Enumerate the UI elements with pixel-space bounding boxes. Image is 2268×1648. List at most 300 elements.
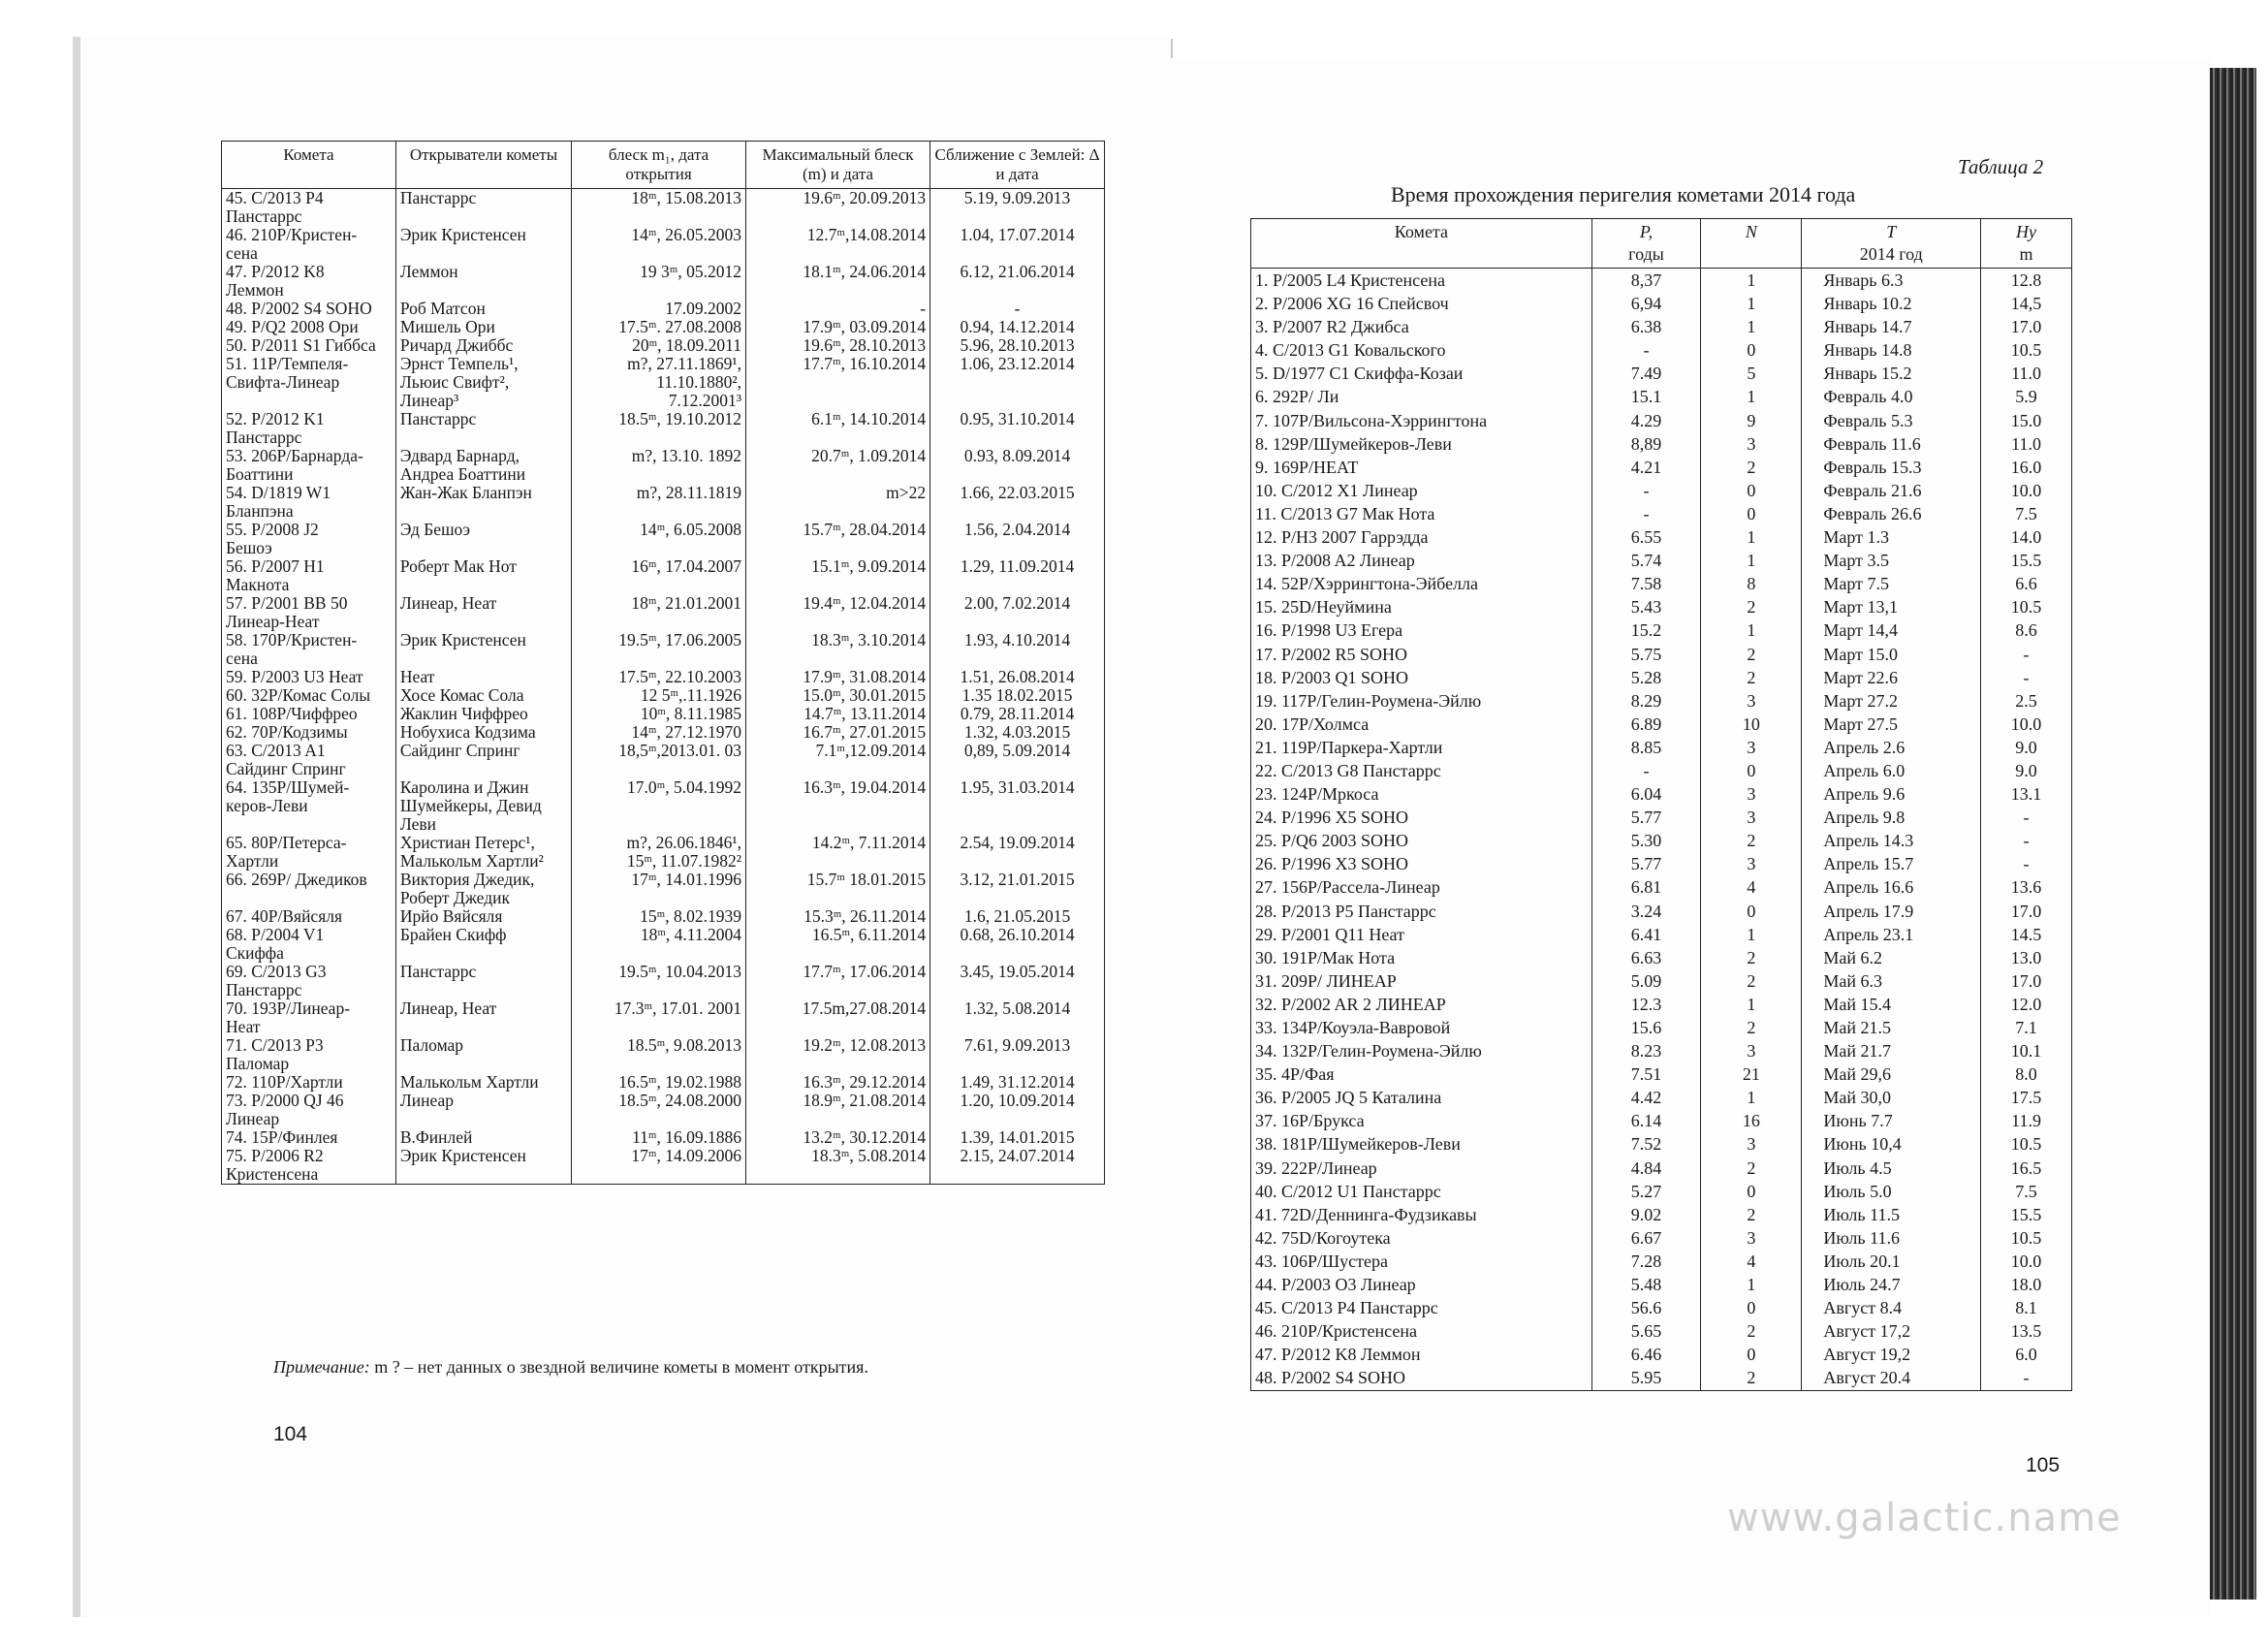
earth-approach: 1.49, 31.12.2014 (930, 1073, 1105, 1092)
earth-approach: 1.32, 4.03.2015 (930, 723, 1105, 742)
discovery-magnitude: 17.0ᵐ, 5.04.1992 (572, 778, 746, 834)
discovery-row (222, 447, 1105, 484)
comet-name: 70. 193P/Линеар- Неат (222, 999, 396, 1036)
comet-name: 14. 52P/Хэррингтона-Эйбелла (1251, 572, 1592, 595)
returns: 1 (1701, 923, 1802, 946)
perihelion-date: Август 19,2 (1802, 1343, 1981, 1366)
discoverers: Сайдинг Спринг (395, 742, 571, 778)
comet-name: 4. C/2013 G1 Ковальского (1251, 338, 1592, 362)
returns: 3 (1701, 806, 1802, 829)
perihelion-date: Март 27.5 (1802, 713, 1981, 736)
comet-name: 29. P/2001 Q11 Неат (1251, 923, 1592, 946)
magnitude-unit: m (2019, 244, 2033, 264)
comet-name: 72. 110P/Хартли (222, 1073, 396, 1092)
perihelion-row (1251, 479, 2072, 502)
period: 5.30 (1591, 829, 1700, 852)
period: 7.52 (1591, 1132, 1700, 1156)
perihelion-date: Август 8.4 (1802, 1296, 1981, 1319)
discovery-magnitude: 15ᵐ, 8.02.1939 (572, 907, 746, 926)
discovery-magnitude: 11ᵐ, 16.09.1886 (572, 1128, 746, 1147)
perihelion-row (1251, 993, 2072, 1016)
period: 8.23 (1591, 1039, 1700, 1062)
perihelion-row (1251, 923, 2072, 946)
discovery-row (222, 594, 1105, 631)
magnitude: 8.1 (1981, 1296, 2072, 1319)
period: 7.49 (1591, 362, 1700, 385)
discovery-row (222, 631, 1105, 668)
perihelion-row (1251, 1250, 2072, 1273)
magnitude: 13.1 (1981, 782, 2072, 806)
comet-name: 46. 210P/Кристенсена (1251, 1319, 1592, 1343)
period: 8.29 (1591, 689, 1700, 713)
comet-name: 65. 80P/Петерса- Хартли (222, 834, 396, 871)
perihelion-date: Февраль 26.6 (1802, 502, 1981, 525)
perihelion-date: Март 1.3 (1802, 525, 1981, 549)
earth-approach: 0.68, 26.10.2014 (930, 926, 1105, 963)
discoverers: В.Финлей (395, 1128, 571, 1147)
perihelion-date: Июль 5.0 (1802, 1180, 1981, 1203)
comet-name: 41. 72D/Деннинга-Фудзикавы (1251, 1203, 1592, 1226)
discovery-magnitude: 17.3ᵐ, 17.01. 2001 (572, 999, 746, 1036)
discovery-magnitude: m?, 28.11.1819 (572, 484, 746, 521)
page-edges (2210, 68, 2256, 1600)
returns: 2 (1701, 595, 1802, 618)
perihelion-row (1251, 852, 2072, 875)
perihelion-date: Февраль 5.3 (1802, 409, 1981, 432)
max-magnitude: 18.1ᵐ, 24.06.2014 (745, 263, 929, 300)
returns: 1 (1701, 1273, 1802, 1296)
discovery-row (222, 557, 1105, 594)
perihelion-date: Май 30,0 (1802, 1086, 1981, 1109)
discovery-row (222, 1128, 1105, 1147)
perihelion-date: Май 6.2 (1802, 946, 1981, 969)
discoverers: Неат (395, 668, 571, 686)
discovery-magnitude: m?, 13.10. 1892 (572, 447, 746, 484)
earth-approach: 1.51, 26.08.2014 (930, 668, 1105, 686)
returns: 2 (1701, 946, 1802, 969)
comet-name: 46. 210P/Кристен- сена (222, 226, 396, 263)
earth-approach: 1.93, 4.10.2014 (930, 631, 1105, 668)
perihelion-date: Апрель 16.6 (1802, 875, 1981, 899)
comet-name: 42. 75D/Когоутека (1251, 1226, 1592, 1250)
discoverers: Эрнст Темпель¹, Льюис Свифт², Линеар³ (395, 355, 571, 410)
magnitude: 5.9 (1981, 385, 2072, 408)
magnitude: 14,5 (1981, 292, 2072, 315)
note-label: Примечание: (273, 1357, 370, 1377)
discoverers: Христиан Петерс¹, Малькольм Хартли² (395, 834, 571, 871)
comet-name: 16. P/1998 U3 Егера (1251, 618, 1592, 642)
max-magnitude: 17.7ᵐ, 16.10.2014 (745, 355, 929, 410)
perihelion-row (1251, 1062, 2072, 1086)
returns: 0 (1701, 338, 1802, 362)
discovery-row (222, 300, 1105, 318)
earth-approach: 1.6, 21.05.2015 (930, 907, 1105, 926)
perihelion-row (1251, 1273, 2072, 1296)
discovery-row (222, 484, 1105, 521)
discovery-magnitude: 14ᵐ, 27.12.1970 (572, 723, 746, 742)
magnitude: 14.0 (1981, 525, 2072, 549)
returns: 8 (1701, 572, 1802, 595)
earth-approach: 3.12, 21.01.2015 (930, 871, 1105, 907)
discoverers: Панстаррс (395, 963, 571, 999)
comet-name: 71. C/2013 P3 Паломар (222, 1036, 396, 1073)
period: 6.63 (1591, 946, 1700, 969)
comet-name: 9. 169P/НЕАТ (1251, 456, 1592, 479)
returns: 3 (1701, 736, 1802, 759)
discoverers: Малькольм Хартли (395, 1073, 571, 1092)
perihelion-table-header (1251, 219, 2072, 269)
perihelion-date: Апрель 9.6 (1802, 782, 1981, 806)
period: 7.51 (1591, 1062, 1700, 1086)
returns: 3 (1701, 1039, 1802, 1062)
discoverers: Панстаррс (395, 189, 571, 227)
comet-name: 12. P/H3 2007 Гаррэдда (1251, 525, 1592, 549)
discovery-magnitude: m?, 26.06.1846¹, 15ᵐ, 11.07.1982² (572, 834, 746, 871)
discovery-row (222, 742, 1105, 778)
comet-name: 8. 129P/Шумейкеров-Леви (1251, 432, 1592, 456)
comet-name: 23. 124P/Мркоса (1251, 782, 1592, 806)
period: 6.46 (1591, 1343, 1700, 1366)
discoverers: Линеар, Неат (395, 594, 571, 631)
magnitude: 10.0 (1981, 1250, 2072, 1273)
perihelion-row (1251, 1366, 2072, 1390)
perihelion-date: Май 21.7 (1802, 1039, 1981, 1062)
period: 4.42 (1591, 1086, 1700, 1109)
max-magnitude: 15.1ᵐ, 9.09.2014 (745, 557, 929, 594)
magnitude: 9.0 (1981, 736, 2072, 759)
period: 15.2 (1591, 618, 1700, 642)
perihelion-row (1251, 1109, 2072, 1132)
perihelion-date: Март 15.0 (1802, 643, 1981, 666)
perihelion-date: Январь 14.7 (1802, 315, 1981, 338)
perihelion-row (1251, 689, 2072, 713)
discovery-row (222, 926, 1105, 963)
perihelion-row (1251, 1086, 2072, 1109)
period: 6.89 (1591, 713, 1700, 736)
perihelion-date: Январь 10.2 (1802, 292, 1981, 315)
perihelion-date: Июль 4.5 (1802, 1157, 1981, 1180)
discovery-row (222, 1036, 1105, 1073)
comet-name: 25. P/Q6 2003 SOHO (1251, 829, 1592, 852)
returns: 1 (1701, 525, 1802, 549)
comet-name: 49. P/Q2 2008 Ори (222, 318, 396, 336)
earth-approach: 0.79, 28.11.2014 (930, 705, 1105, 723)
max-magnitude: 17.9ᵐ, 31.08.2014 (745, 668, 929, 686)
perihelion-date: Апрель 6.0 (1802, 759, 1981, 782)
perihelion-row (1251, 666, 2072, 689)
header-period (1591, 219, 1700, 269)
period: 6.14 (1591, 1109, 1700, 1132)
returns: 1 (1701, 1086, 1802, 1109)
perihelion-row (1251, 1226, 2072, 1250)
discoverers: Мишель Ори (395, 318, 571, 336)
earth-approach: 1.32, 5.08.2014 (930, 999, 1105, 1036)
magnitude: 10.0 (1981, 479, 2072, 502)
perihelion-date: Февраль 21.6 (1802, 479, 1981, 502)
magnitude: - (1981, 643, 2072, 666)
max-magnitude: 17.5m,27.08.2014 (745, 999, 929, 1036)
period: 5.28 (1591, 666, 1700, 689)
date-symbol: T (1886, 222, 1897, 241)
returns: 4 (1701, 875, 1802, 899)
max-magnitude: 19.4ᵐ, 12.04.2014 (745, 594, 929, 631)
magnitude: 13.6 (1981, 875, 2072, 899)
returns: 1 (1701, 618, 1802, 642)
magnitude: 16.0 (1981, 456, 2072, 479)
max-magnitude: 16.3ᵐ, 29.12.2014 (745, 1073, 929, 1092)
magnitude: 15.5 (1981, 1203, 2072, 1226)
header-comet: Комета (222, 142, 396, 189)
discovery-magnitude: 19 3ᵐ, 05.2012 (572, 263, 746, 300)
discovery-row (222, 355, 1105, 410)
perihelion-date: Январь 6.3 (1802, 269, 1981, 293)
perihelion-date: Май 29,6 (1802, 1062, 1981, 1086)
returns: 2 (1701, 666, 1802, 689)
discovery-magnitude: 19.5ᵐ, 10.04.2013 (572, 963, 746, 999)
discovery-table (221, 141, 1105, 1185)
perihelion-row (1251, 292, 2072, 315)
magnitude: 10.5 (1981, 595, 2072, 618)
earth-approach: 1.35 18.02.2015 (930, 686, 1105, 705)
earth-approach: 3.45, 19.05.2014 (930, 963, 1105, 999)
comet-name: 10. C/2012 X1 Линеар (1251, 479, 1592, 502)
comet-name: 18. P/2003 Q1 SOHO (1251, 666, 1592, 689)
comet-name: 45. C/2013 P4 Панстаррс (1251, 1296, 1592, 1319)
discovery-magnitude: 19.5ᵐ, 17.06.2005 (572, 631, 746, 668)
period: 5.27 (1591, 1180, 1700, 1203)
period: 6.81 (1591, 875, 1700, 899)
returns: 2 (1701, 1157, 1802, 1180)
max-magnitude: 12.7ᵐ,14.08.2014 (745, 226, 929, 263)
perihelion-row (1251, 829, 2072, 852)
period: 6,94 (1591, 292, 1700, 315)
header-perihelion-date (1802, 219, 1981, 269)
returns: 3 (1701, 1132, 1802, 1156)
discoverers: Брайен Скифф (395, 926, 571, 963)
discovery-magnitude: 17.09.2002 (572, 300, 746, 318)
comet-name: 3. P/2007 R2 Джибса (1251, 315, 1592, 338)
magnitude: 17.0 (1981, 315, 2072, 338)
returns: 0 (1701, 1296, 1802, 1319)
returns: 3 (1701, 1226, 1802, 1250)
returns-symbol: N (1745, 222, 1757, 241)
period-unit: годы (1628, 244, 1664, 264)
returns: 3 (1701, 432, 1802, 456)
perihelion-row (1251, 618, 2072, 642)
max-magnitude: 17.9ᵐ, 03.09.2014 (745, 318, 929, 336)
returns: 2 (1701, 969, 1802, 993)
period: - (1591, 759, 1700, 782)
perihelion-date: Март 14,4 (1802, 618, 1981, 642)
discoverers: Эд Бешоэ (395, 521, 571, 557)
period: 6.67 (1591, 1226, 1700, 1250)
returns: 0 (1701, 479, 1802, 502)
max-magnitude: 14.7ᵐ, 13.11.2014 (745, 705, 929, 723)
magnitude: 6.0 (1981, 1343, 2072, 1366)
earth-approach: 0.93, 8.09.2014 (930, 447, 1105, 484)
perihelion-row (1251, 969, 2072, 993)
comet-name: 62. 70P/Кодзимы (222, 723, 396, 742)
magnitude: 11.0 (1981, 362, 2072, 385)
discovery-magnitude: 17ᵐ, 14.09.2006 (572, 1147, 746, 1185)
perihelion-row (1251, 736, 2072, 759)
period: 5.48 (1591, 1273, 1700, 1296)
magnitude: 13.0 (1981, 946, 2072, 969)
comet-name: 15. 25D/Неуймина (1251, 595, 1592, 618)
comet-name: 21. 119P/Паркера-Хартли (1251, 736, 1592, 759)
perihelion-row (1251, 1132, 2072, 1156)
max-magnitude: 15.3ᵐ, 26.11.2014 (745, 907, 929, 926)
earth-approach: 1.29, 11.09.2014 (930, 557, 1105, 594)
discoverers: Эрик Кристенсен (395, 1147, 571, 1185)
discovery-row (222, 318, 1105, 336)
comet-name: 73. P/2000 QJ 46 Линеар (222, 1092, 396, 1128)
period: 15.6 (1591, 1016, 1700, 1039)
discovery-magnitude: 18.5ᵐ, 19.10.2012 (572, 410, 746, 447)
perihelion-date: Март 7.5 (1802, 572, 1981, 595)
discoverers: Жаклин Чиффрео (395, 705, 571, 723)
discovery-magnitude: 18,5ᵐ,2013.01. 03 (572, 742, 746, 778)
perihelion-row (1251, 409, 2072, 432)
discovery-row (222, 834, 1105, 871)
magnitude: - (1981, 1366, 2072, 1390)
max-magnitude: 19.6ᵐ, 20.09.2013 (745, 189, 929, 227)
table-title: Время прохождения перигелия кометами 2014 года (1391, 182, 1856, 206)
comet-name: 48. P/2002 S4 SOHO (222, 300, 396, 318)
period: 9.02 (1591, 1203, 1700, 1226)
perihelion-row (1251, 900, 2072, 923)
earth-approach: 6.12, 21.06.2014 (930, 263, 1105, 300)
perihelion-date: Июль 11.5 (1802, 1203, 1981, 1226)
perihelion-date: Февраль 4.0 (1802, 385, 1981, 408)
period: 4.29 (1591, 409, 1700, 432)
comet-name: 45. C/2013 P4 Панстаррс (222, 189, 396, 227)
comet-name: 1. P/2005 L4 Кристенсена (1251, 269, 1592, 293)
perihelion-row (1251, 643, 2072, 666)
perihelion-row (1251, 502, 2072, 525)
discoverers: Нобухиса Кодзима (395, 723, 571, 742)
discovery-row (222, 723, 1105, 742)
magnitude: 10.5 (1981, 338, 2072, 362)
earth-approach: 2.15, 24.07.2014 (930, 1147, 1105, 1185)
discoverers: Леммон (395, 263, 571, 300)
discovery-magnitude: 16ᵐ, 17.04.2007 (572, 557, 746, 594)
returns: 0 (1701, 502, 1802, 525)
earth-approach: 1.39, 14.01.2015 (930, 1128, 1105, 1147)
discoverers: Ричард Джиббс (395, 336, 571, 355)
returns: 0 (1701, 759, 1802, 782)
magnitude: 10.5 (1981, 1226, 2072, 1250)
header-comet: Комета (1251, 219, 1592, 269)
earth-approach: 1.95, 31.03.2014 (930, 778, 1105, 834)
perihelion-date: Май 6.3 (1802, 969, 1981, 993)
discovery-row (222, 963, 1105, 999)
comet-name: 32. P/2002 AR 2 ЛИНЕАР (1251, 993, 1592, 1016)
discovery-row (222, 871, 1105, 907)
discoverers: Линеар, Неат (395, 999, 571, 1036)
discovery-magnitude: 14ᵐ, 26.05.2003 (572, 226, 746, 263)
perihelion-row (1251, 362, 2072, 385)
returns: 2 (1701, 1016, 1802, 1039)
max-magnitude: 20.7ᵐ, 1.09.2014 (745, 447, 929, 484)
perihelion-date: Январь 14.8 (1802, 338, 1981, 362)
perihelion-row (1251, 1039, 2072, 1062)
comet-name: 6. 292P/ Ли (1251, 385, 1592, 408)
comet-name: 51. 11P/Темпеля- Свифта-Линеар (222, 355, 396, 410)
magnitude: 8.6 (1981, 618, 2072, 642)
magnitude: 17.0 (1981, 900, 2072, 923)
perihelion-row (1251, 269, 2072, 293)
period: 5.65 (1591, 1319, 1700, 1343)
comet-name: 24. P/1996 X5 SOHO (1251, 806, 1592, 829)
discovery-magnitude: 10ᵐ, 8.11.1985 (572, 705, 746, 723)
magnitude: 7.5 (1981, 502, 2072, 525)
comet-name: 30. 191P/Мак Нота (1251, 946, 1592, 969)
period: - (1591, 479, 1700, 502)
period: 12.3 (1591, 993, 1700, 1016)
max-magnitude: 16.7ᵐ, 27.01.2015 (745, 723, 929, 742)
discovery-row (222, 1147, 1105, 1185)
comet-name: 34. 132P/Гелин-Роумена-Эйлю (1251, 1039, 1592, 1062)
period: 4.21 (1591, 456, 1700, 479)
header-discovery-magnitude: блеск m₁, дата открытия (572, 142, 746, 189)
discoverers: Роберт Мак Нот (395, 557, 571, 594)
comet-name: 44. P/2003 O3 Линеар (1251, 1273, 1592, 1296)
table-note (273, 1357, 868, 1378)
discovery-row (222, 778, 1105, 834)
header-max-magnitude: Максимальный блеск (m) и дата (745, 142, 929, 189)
max-magnitude: 15.7ᵐ 18.01.2015 (745, 871, 929, 907)
discovery-magnitude: 18.5ᵐ, 24.08.2000 (572, 1092, 746, 1128)
magnitude: - (1981, 806, 2072, 829)
comet-name: 52. P/2012 K1 Панстаррс (222, 410, 396, 447)
perihelion-row (1251, 1180, 2072, 1203)
period: 7.28 (1591, 1250, 1700, 1273)
period: 5.43 (1591, 595, 1700, 618)
returns: 0 (1701, 900, 1802, 923)
discovery-row (222, 189, 1105, 227)
max-magnitude: 18.3ᵐ, 5.08.2014 (745, 1147, 929, 1185)
discoverers: Паломар (395, 1036, 571, 1073)
perihelion-row (1251, 806, 2072, 829)
perihelion-date: Август 17,2 (1802, 1319, 1981, 1343)
period: 3.24 (1591, 900, 1700, 923)
discoverers: Хосе Комас Сола (395, 686, 571, 705)
comet-name: 28. P/2013 P5 Панстаррс (1251, 900, 1592, 923)
period: 5.77 (1591, 852, 1700, 875)
magnitude: 8.0 (1981, 1062, 2072, 1086)
magnitude: 15.5 (1981, 549, 2072, 572)
discovery-magnitude: 18.5ᵐ, 9.08.2013 (572, 1036, 746, 1073)
comet-name: 56. P/2007 H1 Макнота (222, 557, 396, 594)
discoverers: Роб Матсон (395, 300, 571, 318)
max-magnitude: 16.3ᵐ, 19.04.2014 (745, 778, 929, 834)
perihelion-date: Апрель 14.3 (1802, 829, 1981, 852)
max-magnitude: 19.2ᵐ, 12.08.2013 (745, 1036, 929, 1073)
discovery-row (222, 521, 1105, 557)
comet-name: 53. 206P/Барнарда- Боаттини (222, 447, 396, 484)
perihelion-row (1251, 315, 2072, 338)
magnitude: 10.1 (1981, 1039, 2072, 1062)
max-magnitude: 6.1ᵐ, 14.10.2014 (745, 410, 929, 447)
earth-approach: 1.56, 2.04.2014 (930, 521, 1105, 557)
perihelion-row (1251, 1016, 2072, 1039)
perihelion-date: Июль 24.7 (1802, 1273, 1981, 1296)
perihelion-row (1251, 1343, 2072, 1366)
max-magnitude: - (745, 300, 929, 318)
discoverers: Эрик Кристенсен (395, 226, 571, 263)
comet-name: 68. P/2004 V1 Скиффа (222, 926, 396, 963)
